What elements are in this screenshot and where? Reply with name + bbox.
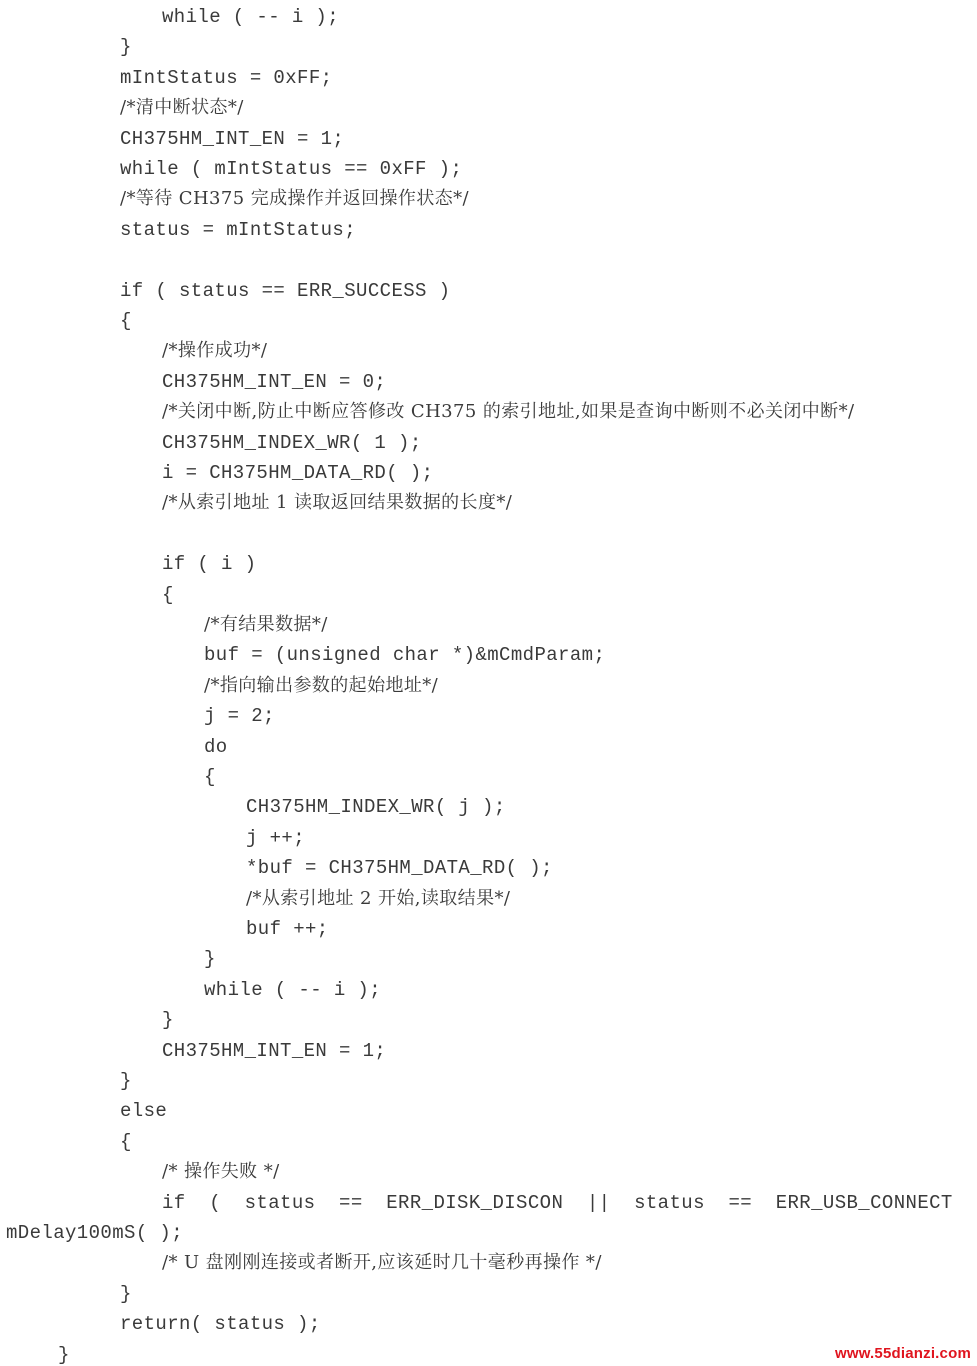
code-line: while ( -- i ); <box>162 6 340 28</box>
code-comment-line: /*清中断状态*/ <box>120 97 244 118</box>
code-line: buf ++; <box>246 918 329 940</box>
code-line: while ( mIntStatus == 0xFF ); <box>120 158 463 180</box>
code-line: } <box>162 1009 174 1031</box>
code-line: j ++; <box>246 827 306 849</box>
code-comment-line: /*从索引地址 2 开始,读取结果*/ <box>246 888 511 909</box>
code-line: else <box>120 1100 168 1122</box>
code-line: } <box>204 948 216 970</box>
code-line: } <box>58 1344 70 1366</box>
code-comment-line: /*从索引地址 1 读取返回结果数据的长度*/ <box>162 492 513 513</box>
code-line: } <box>120 1070 132 1092</box>
code-comment-line: /*操作成功*/ <box>162 340 268 361</box>
code-line: *buf = CH375HM_DATA_RD( ); <box>246 857 553 879</box>
code-comment-line: /*指向输出参数的起始地址*/ <box>204 675 439 696</box>
code-line: { <box>162 584 174 606</box>
code-line: CH375HM_INT_EN = 1; <box>120 128 345 150</box>
code-line: if ( status == ERR_SUCCESS ) <box>120 280 451 302</box>
code-comment-line: /*有结果数据*/ <box>204 614 328 635</box>
code-line: CH375HM_INT_EN = 0; <box>162 371 387 393</box>
watermark: www.55dianzi.com <box>834 1345 971 1362</box>
code-line: CH375HM_INDEX_WR( 1 ); <box>162 432 422 454</box>
code-line: { <box>120 1131 132 1153</box>
code-line: } <box>120 36 132 58</box>
code-comment-line: /* U 盘刚刚连接或者断开,应该延时几十毫秒再操作 */ <box>162 1252 602 1273</box>
code-line: mDelay100mS( ); <box>6 1222 184 1244</box>
code-line: while ( -- i ); <box>204 979 382 1001</box>
code-line: return( status ); <box>120 1313 321 1335</box>
code-line: buf = (unsigned char *)&mCmdParam; <box>204 644 606 666</box>
code-line: CH375HM_INDEX_WR( j ); <box>246 796 506 818</box>
code-line: mIntStatus = 0xFF; <box>120 67 333 89</box>
code-line: j = 2; <box>204 705 275 727</box>
code-comment-line: /* 操作失败 */ <box>162 1161 280 1182</box>
code-line: CH375HM_INT_EN = 1; <box>162 1040 387 1062</box>
code-line: if ( i ) <box>162 553 257 575</box>
code-line: i = CH375HM_DATA_RD( ); <box>162 462 434 484</box>
code-comment-line: /*等待 CH375 完成操作并返回操作状态*/ <box>120 188 469 209</box>
code-line: { <box>120 310 132 332</box>
code-line: { <box>204 766 216 788</box>
code-line: status = mIntStatus; <box>120 219 357 241</box>
code-line: do <box>204 736 228 758</box>
code-comment-line: /*关闭中断,防止中断应答修改 CH375 的索引地址,如果是查询中断则不必关闭中断*/ <box>162 401 855 422</box>
code-line: if ( status == ERR_DISK_DISCON || status == ERR_USB_CONNECT <box>162 1192 953 1214</box>
code-line: } <box>120 1283 132 1305</box>
